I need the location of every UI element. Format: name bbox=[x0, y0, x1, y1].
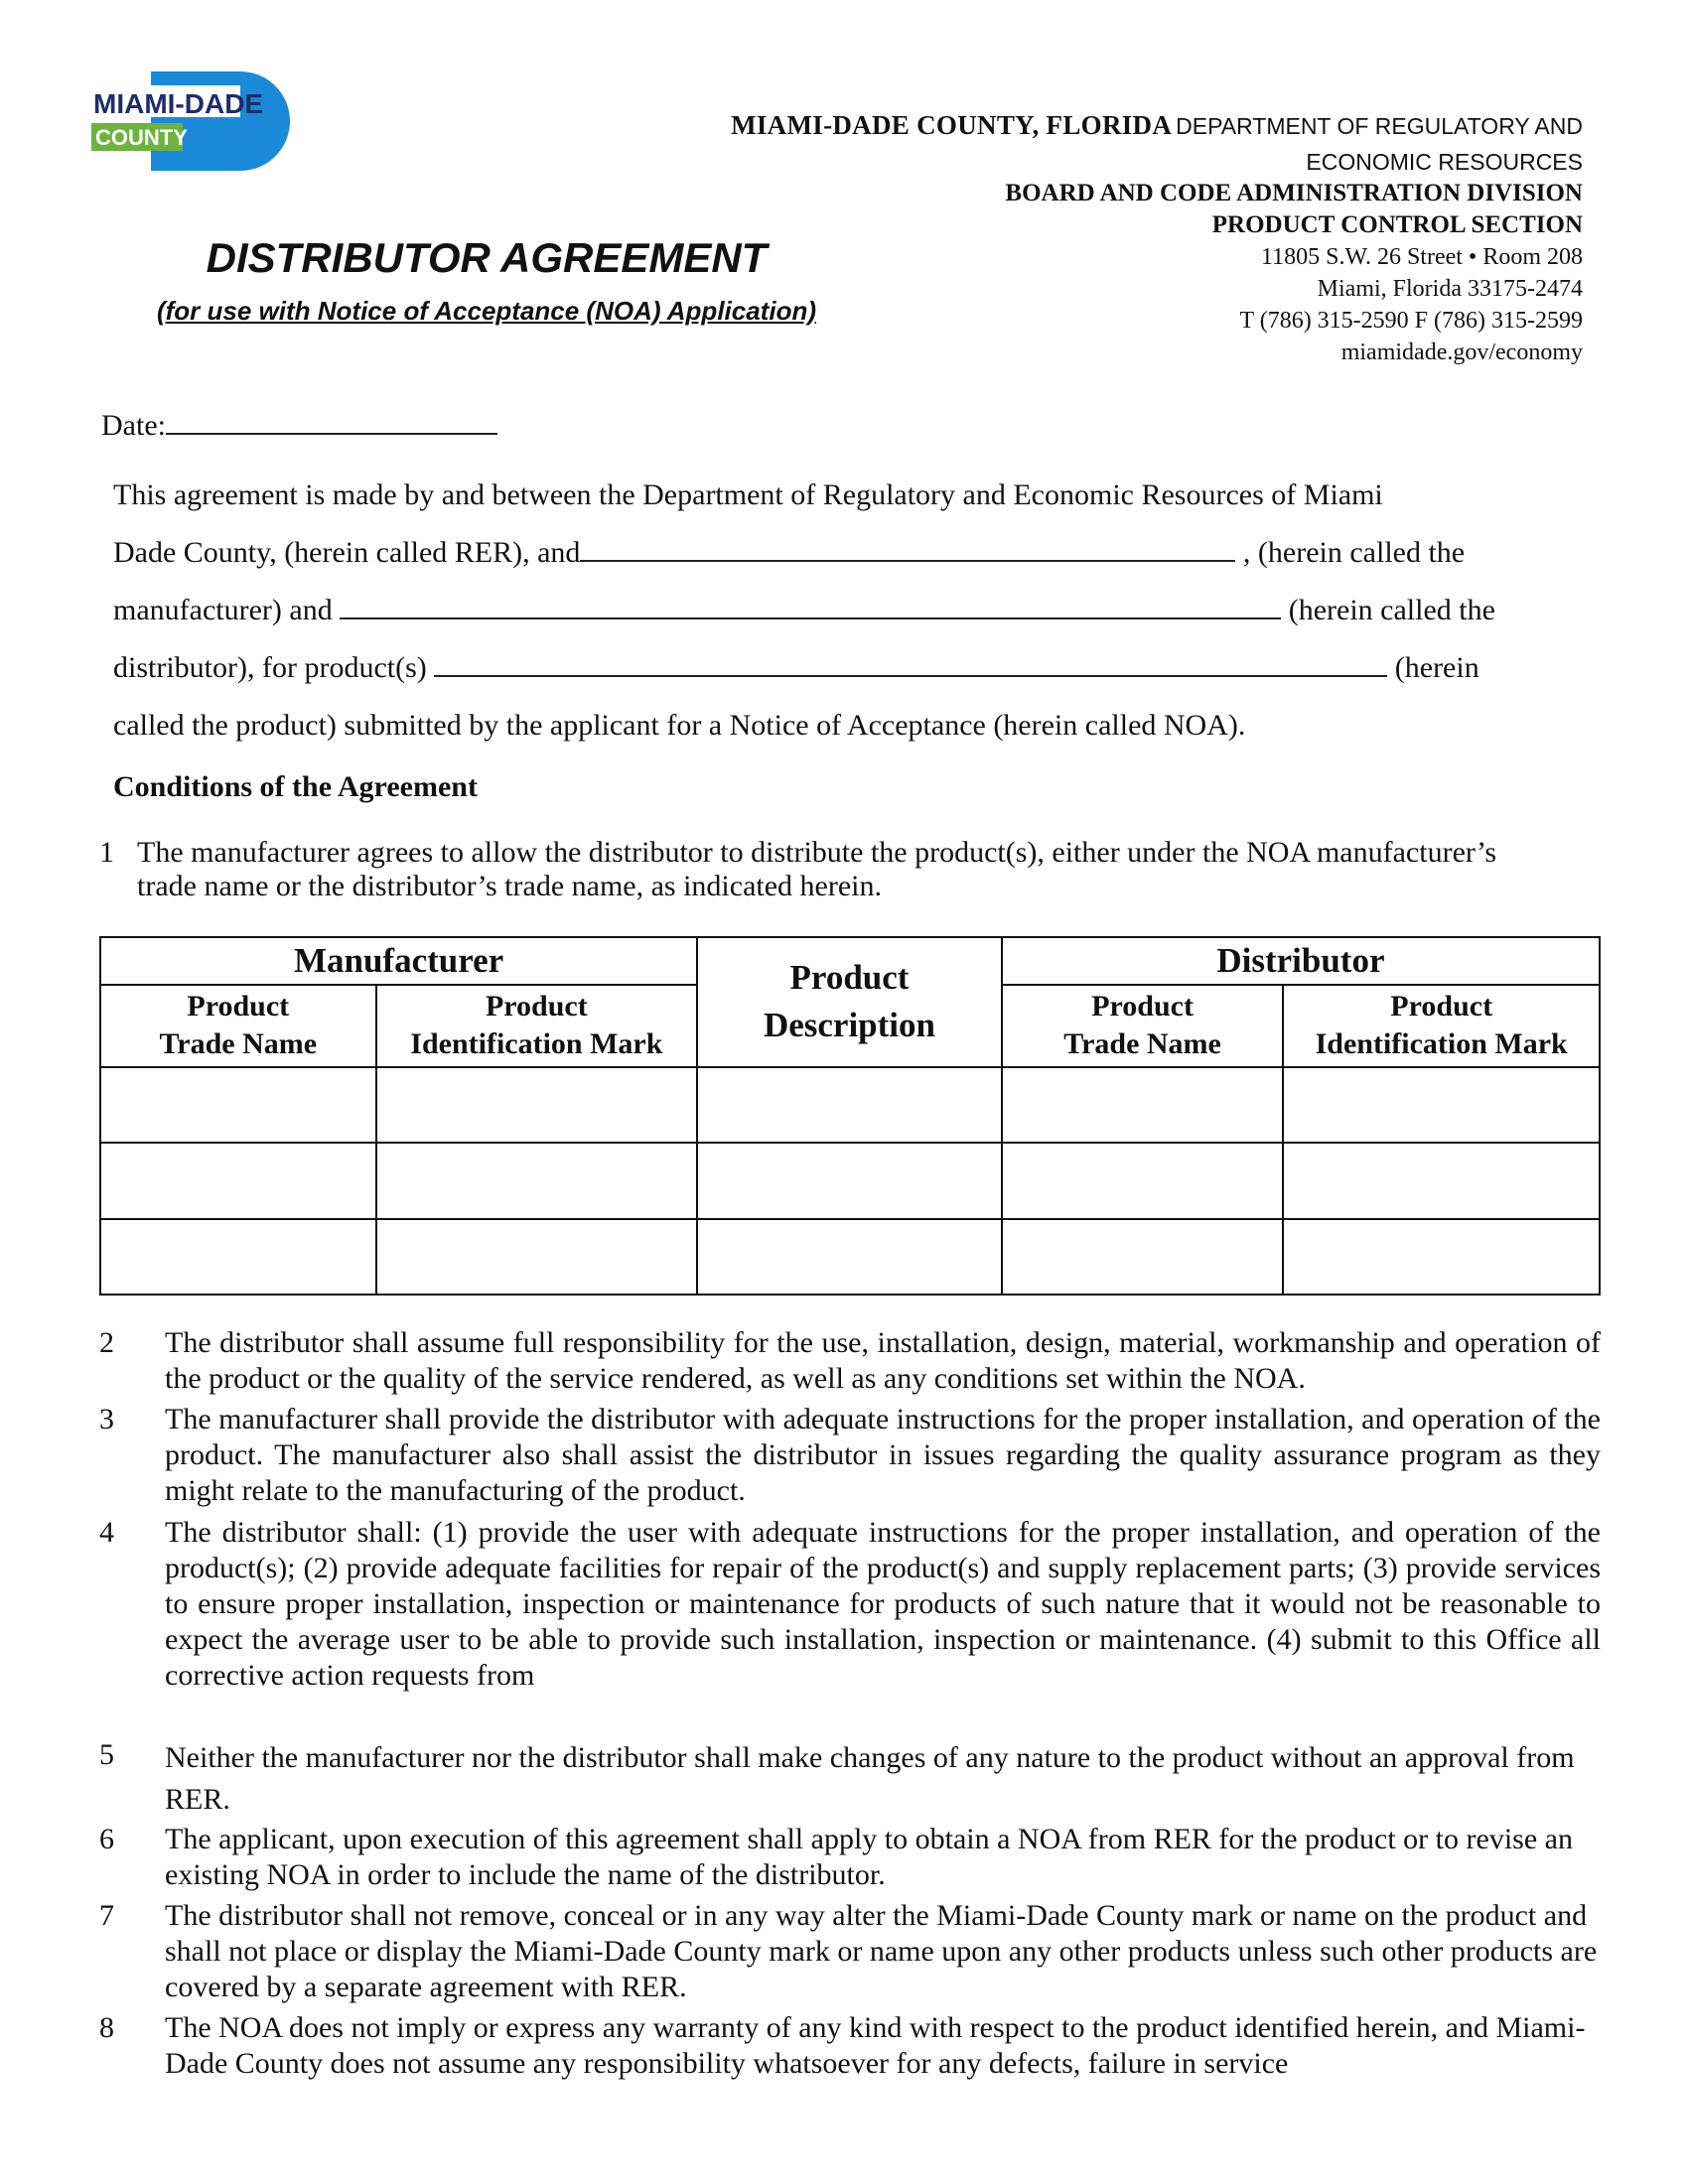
intro-paragraph bbox=[113, 467, 1563, 754]
manufacturer-name-field[interactable] bbox=[580, 534, 1235, 562]
condition-number: 7 bbox=[99, 1899, 114, 1932]
condition-text: The NOA does not imply or express any warranty of any kind with respect to the product identified herein, and Miami-Dade County does not assume any responsibility whatsoever for any defects, failure in service bbox=[165, 2011, 1586, 2080]
condition-number: 8 bbox=[99, 2011, 114, 2044]
condition-text: The distributor shall assume full responsibility for the use, installation, design, material, workmanship and operation of the product or the quality of the service rendered, as well as any conditions set within the NOA. bbox=[165, 1326, 1601, 1395]
table-cell[interactable] bbox=[1283, 1067, 1600, 1143]
date-label: Date: bbox=[101, 409, 166, 442]
section-name: PRODUCT CONTROL SECTION bbox=[1211, 211, 1583, 238]
header-line: Trade Name bbox=[1063, 1027, 1221, 1061]
condition-text: The applicant, upon execution of this agreement shall apply to obtain a NOA from RER for the product or to revise an existing NOA in order to include the name of the distributor. bbox=[165, 1823, 1573, 1891]
condition-number: 6 bbox=[99, 1823, 114, 1855]
manufacturer-header: Manufacturer bbox=[100, 937, 697, 985]
table-cell[interactable] bbox=[1002, 1143, 1284, 1218]
intro-line2-b: , (herein called the bbox=[1242, 536, 1466, 569]
intro-line5: called the product) submitted by the applicant for a Notice of Acceptance (herein called NOA). bbox=[113, 709, 1246, 742]
intro-line2-a: Dade County, (herein called RER), and bbox=[113, 536, 581, 569]
intro-line4-b: (herein bbox=[1394, 651, 1479, 684]
table-cell[interactable] bbox=[1283, 1143, 1600, 1218]
intro-line3-b: (herein called the bbox=[1288, 594, 1495, 626]
division-name: BOARD AND CODE ADMINISTRATION DIVISION bbox=[1005, 180, 1583, 206]
manufacturer-id-mark-header bbox=[376, 985, 698, 1066]
website: miamidade.gov/economy bbox=[1340, 340, 1583, 365]
condition-number: 1 bbox=[99, 836, 114, 869]
intro-line2 bbox=[113, 524, 1563, 582]
condition-number: 5 bbox=[99, 1738, 114, 1771]
conditions-heading: Conditions of the Agreement bbox=[113, 770, 478, 803]
distributor-id-mark-header bbox=[1283, 985, 1600, 1066]
distributor-header: Distributor bbox=[1002, 937, 1600, 985]
header-line: Identification Mark bbox=[410, 1027, 663, 1061]
condition-text: Neither the manufacturer nor the distributor shall make changes of any nature to the product without an approval from RER. bbox=[165, 1741, 1575, 1816]
condition-text: The distributor shall: (1) provide the user with adequate instructions for the proper installation, and operation of the product(s); (2) provide adequate facilities for repair of the product(s) and supply replacement parts; (3) provide services to ensure proper installation, inspection or maintenance for products of such nature that it would not be reasonable to expect the average user to be able to provide such installation, inspection or maintenance. (4) submit to this Office all corrective action requests from bbox=[165, 1516, 1601, 1692]
header-line: Product bbox=[1091, 990, 1194, 1024]
address-line2: Miami, Florida 33175-2474 bbox=[1317, 276, 1583, 302]
table-cell[interactable] bbox=[100, 1143, 376, 1218]
table-cell[interactable] bbox=[376, 1067, 698, 1143]
table-cell[interactable] bbox=[100, 1219, 376, 1295]
header-line: Identification Mark bbox=[1315, 1027, 1568, 1061]
table-cell[interactable] bbox=[376, 1219, 698, 1295]
condition-text: The manufacturer agrees to allow the distributor to distribute the product(s), either under the NOA manufacturer’s trade name or the distributor’s trade name, as indicated herein. bbox=[137, 836, 1496, 902]
manufacturer-trade-name-header bbox=[100, 985, 376, 1066]
phone-fax: T (786) 315-2590 F (786) 315-2599 bbox=[1239, 308, 1583, 334]
header-line: Product bbox=[485, 990, 588, 1024]
document-title: DISTRIBUTOR AGREEMENT bbox=[206, 234, 768, 281]
table-cell[interactable] bbox=[697, 1219, 1002, 1295]
header-line: Trade Name bbox=[159, 1027, 318, 1061]
condition-text: The distributor shall not remove, conceal or in any way alter the Miami-Dade County mark or name on the product and shall not place or display the Miami-Dade County mark or name upon any other products unless such other products are covered by a separate agreement with RER. bbox=[165, 1899, 1598, 2003]
date-field[interactable] bbox=[166, 407, 497, 435]
department-line1: DEPARTMENT OF REGULATORY AND bbox=[1176, 113, 1583, 139]
condition-number: 2 bbox=[99, 1326, 114, 1359]
county-name: MIAMI-DADE COUNTY, FLORIDA bbox=[731, 110, 1173, 140]
distributor-trade-name-header bbox=[1002, 985, 1284, 1066]
distributor-name-field[interactable] bbox=[340, 592, 1281, 619]
intro-line3 bbox=[113, 582, 1563, 639]
condition-text: The manufacturer shall provide the distributor with adequate instructions for the proper installation, and operation of the product. The manufacturer also shall assist the distributor in issues regarding the quality assurance program as they might relate to the manufacturing of the product. bbox=[165, 1403, 1601, 1507]
table-cell[interactable] bbox=[1002, 1067, 1284, 1143]
product-description-header-line2: Description bbox=[763, 1006, 935, 1045]
product-table bbox=[99, 936, 1601, 1296]
miami-dade-county-logo bbox=[91, 71, 300, 171]
table-cell[interactable] bbox=[1002, 1219, 1284, 1295]
intro-line4-a: distributor), for product(s) bbox=[113, 651, 427, 684]
condition-number: 4 bbox=[99, 1516, 114, 1549]
table-row bbox=[100, 1067, 1600, 1143]
table-cell[interactable] bbox=[100, 1067, 376, 1143]
product-description-header-line1: Product bbox=[789, 958, 910, 998]
header-line: Product bbox=[187, 990, 290, 1024]
department-line2: ECONOMIC RESOURCES bbox=[1306, 149, 1583, 175]
table-cell[interactable] bbox=[697, 1143, 1002, 1218]
table-cell[interactable] bbox=[697, 1067, 1002, 1143]
address-line1: 11805 S.W. 26 Street • Room 208 bbox=[1261, 244, 1583, 270]
table-row bbox=[100, 1219, 1600, 1295]
product-description-header bbox=[697, 937, 1002, 1067]
intro-line4 bbox=[113, 639, 1563, 697]
date-row bbox=[101, 407, 497, 443]
document-subtitle: (for use with Notice of Acceptance (NOA) Application) bbox=[156, 296, 816, 326]
intro-line1: This agreement is made by and between the Department of Regulatory and Economic Resources of Miami bbox=[113, 478, 1383, 511]
intro-line3-a: manufacturer) and bbox=[113, 594, 333, 626]
table-row bbox=[100, 1143, 1600, 1218]
header-line: Product bbox=[1390, 990, 1493, 1024]
condition-number: 3 bbox=[99, 1403, 114, 1435]
table-cell[interactable] bbox=[1283, 1219, 1600, 1295]
logo-line1: MIAMI-DADE bbox=[93, 88, 264, 119]
products-field[interactable] bbox=[434, 649, 1387, 677]
table-cell[interactable] bbox=[376, 1143, 698, 1218]
logo-line2: COUNTY bbox=[95, 125, 188, 150]
